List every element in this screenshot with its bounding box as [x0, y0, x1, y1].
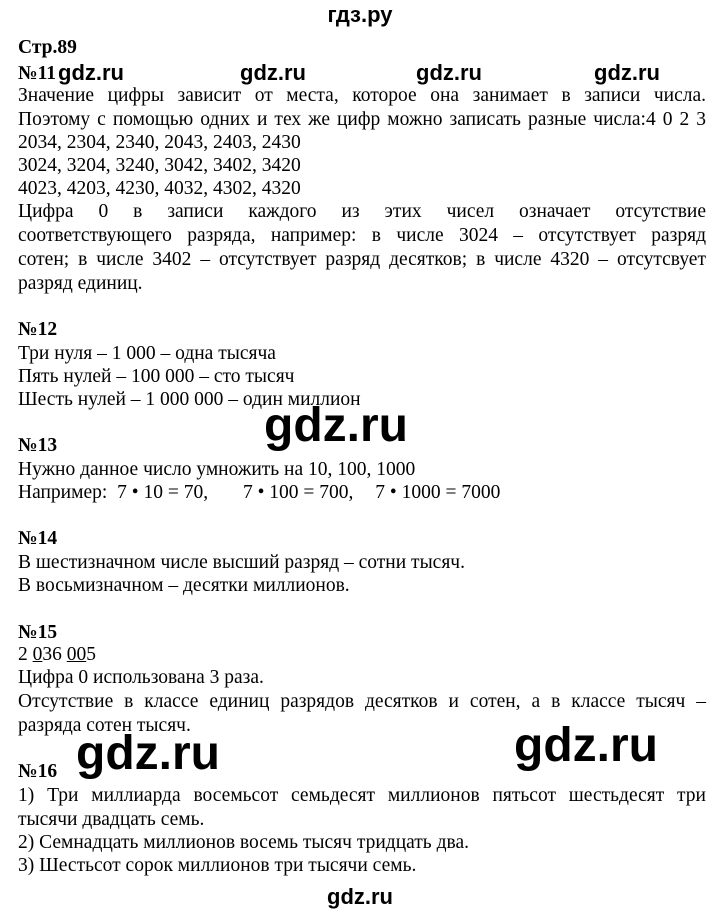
example: 7 • 10 = 70, [117, 482, 209, 503]
task-11-text: Значение цифры зависит от места, которое она занимает в записи числа. [18, 85, 706, 106]
task-12-number: №12 [18, 319, 58, 340]
task-13-number: №13 [18, 435, 58, 456]
task-16-item: 1) Три миллиарда восемьсот семьдесят миллионов пятьсот шестьдесят три [18, 785, 706, 806]
watermark-large: gdz.ru [76, 727, 220, 780]
watermark-small: gdz.ru [594, 60, 660, 85]
task-11-text: Поэтому с помощью одних и тех же цифр можно записать разные числа:4 0 2 3 [18, 109, 706, 130]
task-11-paragraph: разряд единиц. [18, 273, 143, 294]
task-11-numbers: 2034, 2304, 2340, 2043, 2403, 2430 [18, 132, 301, 153]
watermark-small: gdz.ru [240, 60, 306, 85]
task-15-paragraph: разряда сотен тысяч. [18, 715, 191, 736]
watermark-small: gdz.ru [58, 60, 124, 85]
task-14-line: В восьмизначном – десятки миллионов. [18, 575, 350, 596]
example: 7 • 100 = 700, [242, 482, 354, 503]
task-12-line: Шесть нулей – 1 000 000 – один миллион [18, 389, 361, 410]
task-16-item: 2) Семнадцать миллионов восемь тысяч тридцать два. [18, 832, 469, 853]
task-15-number: №15 [18, 622, 58, 643]
task-15-line: Цифра 0 использована 3 раза. [18, 667, 264, 688]
task-15-value: 2 036 005 [18, 644, 96, 665]
task-12-line: Три нуля – 1 000 – одна тысяча [18, 343, 276, 364]
task-16-item: 3) Шестьсот сорок миллионов три тысячи семь. [18, 855, 417, 876]
task-16-item: тысячи двадцать семь. [18, 809, 205, 830]
task-11-paragraph: Цифра 0 в записи каждого из этих чисел означает отсутствие [18, 201, 706, 222]
task-11-number: №11 [18, 63, 57, 84]
watermark-large: gdz.ru [514, 719, 658, 772]
watermark-small: gdz.ru [416, 60, 482, 85]
task-13-examples [18, 481, 500, 505]
watermark-footer: gdz.ru [327, 884, 393, 909]
task-13-line: Нужно данное число умножить на 10, 100, 1000 [18, 459, 416, 480]
example-label: Например: [18, 482, 108, 503]
watermark-large: gdz.ru [264, 399, 408, 452]
task-14-line: В шестизначном числе высший разряд – сотни тысяч. [18, 552, 465, 573]
task-11-paragraph: сотен; в числе 3402 – отсутствует разряд десятков; в числе 4320 – отсутсвует [18, 249, 706, 270]
task-11-numbers: 4023, 4203, 4230, 4032, 4302, 4320 [18, 178, 301, 199]
task-14-number: №14 [18, 528, 58, 549]
task-15-paragraph: Отсутствие в классе единиц разрядов десятков и сотен, а в классе тысяч – [18, 691, 706, 712]
site-header: гдз.ру [327, 2, 393, 27]
page-reference: Стр.89 [18, 37, 77, 58]
task-16-number: №16 [18, 761, 58, 782]
task-12-line: Пять нулей – 100 000 – сто тысяч [18, 366, 295, 387]
example: 7 • 1000 = 7000 [375, 482, 501, 503]
task-11-paragraph: соответствующего разряда, например: в числе 3024 – отсутствует разряд [18, 225, 706, 246]
task-11-numbers: 3024, 3204, 3240, 3042, 3402, 3420 [18, 155, 301, 176]
